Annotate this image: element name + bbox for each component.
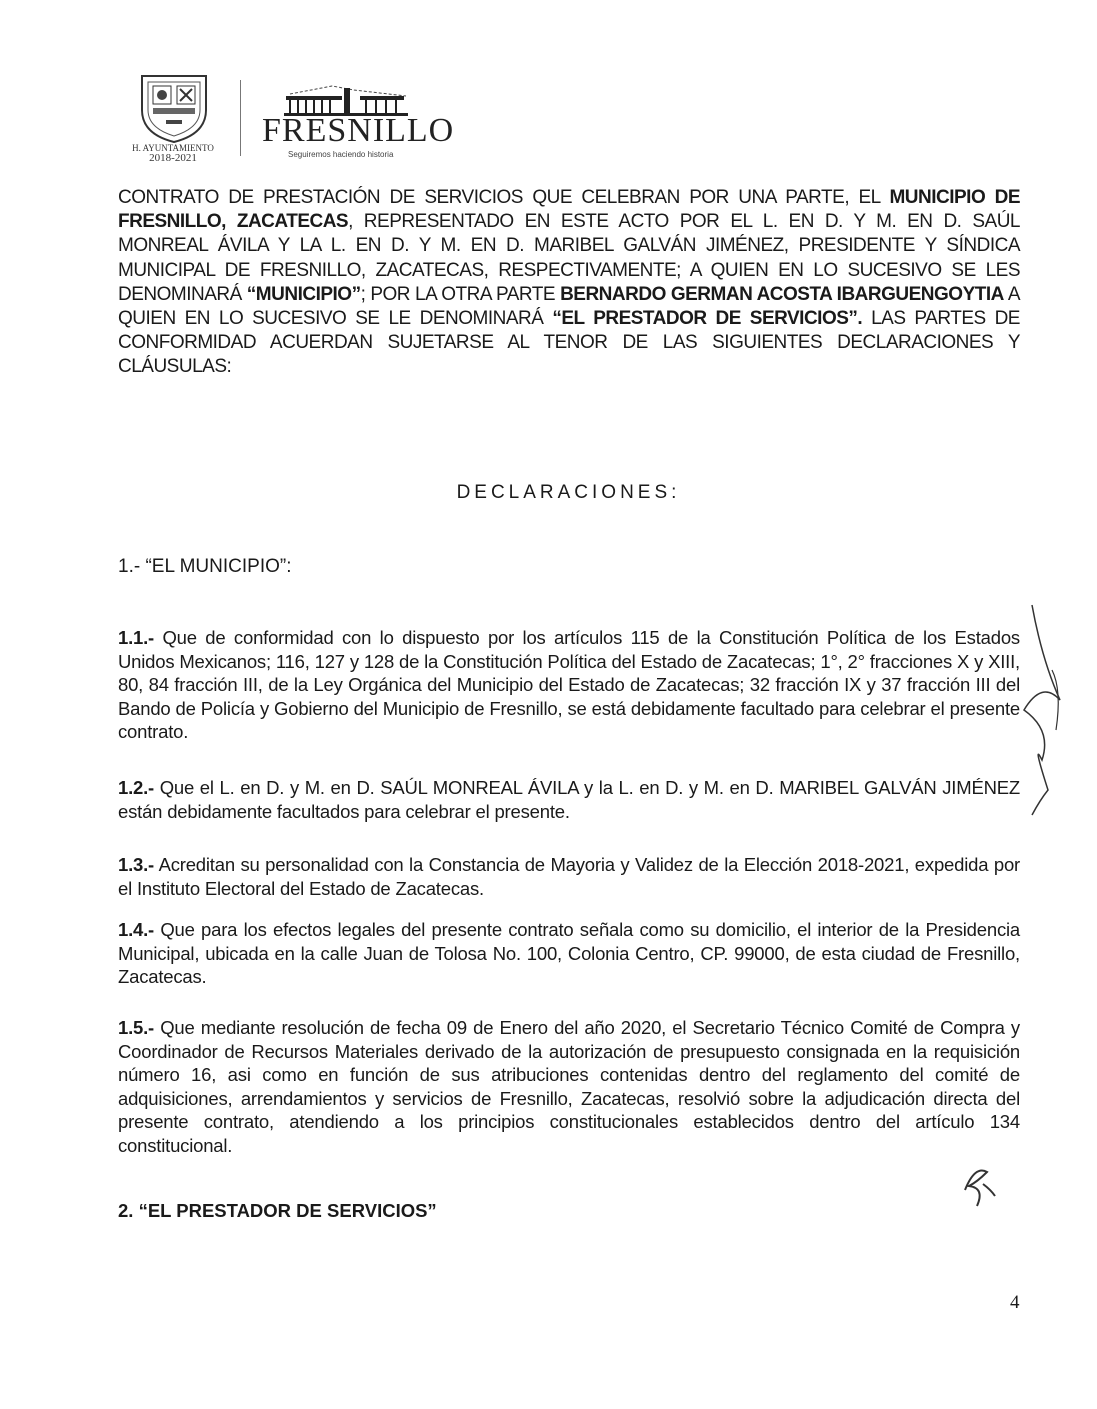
handwritten-signature [1012,600,1072,830]
municipal-crest-logo [136,70,212,146]
intro-text: , REPRESENTADO EN ESTE ACTO POR EL L. EN D. Y M. EN D. SAÚL MONREAL ÁVILA Y LA L. EN D. Y M. EN D. MARIBEL GALVÁN JIMÉNEZ, PRESIDENTE Y SÍNDICA MUNICIPAL DE FRESNILLO, ZACATECAS, RESPECTIVAMENTE; A QUIEN EN LO SUCESIVO SE LES DENOMINARÁ [118,211,1020,305]
clause-text: Que de conformidad con lo dispuesto por los artículos 115 de la Constitución Política de los Estados Unidos Mexicanos; 116, 127 y 128 de la Constitución Política del Estado de Zacatecas; 1°, 2° fracciones X y XIII, 80, 84 fracción III, de la Ley Orgánica del Municipio del Estado de Zacatecas; 32 fracción IX y 37 fracción III del Bando de Policía y Gobierno del Municipio de Fresnillo, se está debidamente facultado para celebrar el presente contrato. [118,627,1020,742]
intro-municipio-term: “MUNICIPIO” [246,283,361,305]
clause-text: Que mediante resolución de fecha 09 de Enero del año 2020, el Secretario Técnico Comité de Compra y Coordinador de Recursos Materiales derivado de la autorización de presupuesto consignada en la requisición número 16, asi como en función de sus atribuciones contenidas dentro del reglamento del comité de adquisiciones, arrendamientos y servicios de Fresnillo, Zacatecas, resolvió sobre la adjudicación directa del presente contrato, atendiendo a los principios constitucionales establecidos dentro del artículo 134 constitucional. [118,1017,1020,1156]
declaraciones-heading: DECLARACIONES: [456,482,681,503]
clause-1-2 [118,776,1020,823]
intro-municipality: MUNICIPIO DE FRESNILLO, ZACATECAS [118,187,1021,233]
crest-caption [128,143,218,163]
clause-number: 1.3.- [118,854,155,875]
clause-1-1 [118,626,1020,744]
logo-divider [240,80,241,156]
brand-name: FRESNILLO [262,112,455,149]
intro-text: A QUIEN EN LO SUCESIVO SE LE DENOMINARÁ [118,283,1021,330]
clause-number: 1.4.- [118,919,155,940]
clause-number: 1.5.- [118,1017,155,1038]
intro-text: LAS PARTES DE CONFORMIDAD ACUERDAN SUJETARSE AL TENOR DE LAS SIGUIENTES DECLARACIONES Y CLÁUSULAS: [118,308,1020,378]
intro-text: CONTRATO DE PRESTACIÓN DE SERVICIOS QUE CELEBRAN POR UNA PARTE, EL [118,187,890,208]
clause-text: Que el L. en D. y M. en D. SAÚL MONREAL ÁVILA y la L. en D. y M. en D. MARIBEL GALVÁN JIMÉNEZ están debidamente facultados para celebrar el presente. [118,777,1020,822]
clause-1-5 [118,1016,1020,1157]
clause-number: 1.1.- [118,627,155,648]
crest-caption-years: 2018-2021 [149,152,197,164]
clause-number: 1.2.- [118,777,155,798]
intro-provider-term: “EL PRESTADOR DE SERVICIOS”. [552,308,863,330]
clause-text: Acreditan su personalidad con la Constancia de Mayoria y Validez de la Elección 2018-2021, expedida por el Instituto Electoral del Estado de Zacatecas. [118,854,1020,899]
section-1-heading: 1.- “EL MUNICIPIO”: [118,556,292,577]
brand-slogan: Seguiremos haciendo historia [288,150,394,159]
clause-1-3 [118,853,1020,900]
intro-provider-name: BERNARDO GERMAN ACOSTA IBARGUENGOYTIA [560,283,1004,305]
handwritten-initials [955,1160,1005,1210]
intro-text: ; POR LA OTRA PARTE [360,283,561,305]
page-number: 4 [1010,1292,1020,1313]
clause-text: Que para los efectos legales del presente contrato señala como su domicilio, el interior de la Presidencia Municipal, ubicada en la calle Juan de Tolosa No. 100, Colonia Centro, CP. 99000, de esta ciudad de Fresnillo, Zacatecas. [118,919,1020,987]
contract-intro [118,186,1020,380]
crest-caption-title: H. AYUNTAMIENTO [132,143,214,153]
section-2-heading: 2. “EL PRESTADOR DE SERVICIOS” [118,1200,437,1221]
clause-1-4 [118,918,1020,989]
